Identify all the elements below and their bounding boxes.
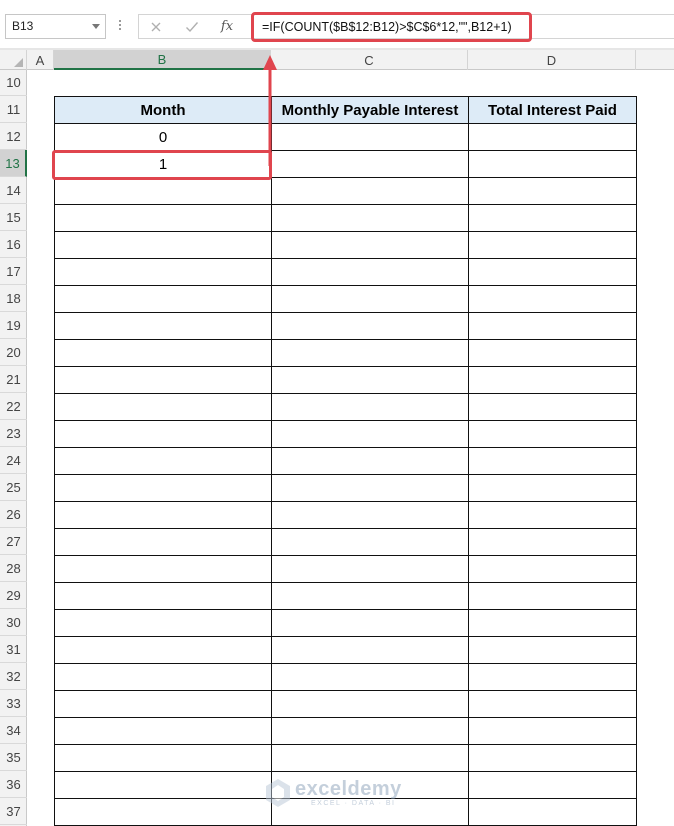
cell-monthly-payable-interest[interactable] [272,151,469,178]
table-row [55,313,637,340]
cell-month[interactable] [55,367,272,394]
row-header-24[interactable]: 24 [0,447,27,474]
row-header-27[interactable]: 27 [0,528,27,555]
cell-monthly-payable-interest[interactable] [272,286,469,313]
select-all-button[interactable] [0,50,27,70]
table-row [55,124,637,151]
header-total-interest-paid[interactable]: Total Interest Paid [469,97,637,124]
cell-monthly-payable-interest[interactable] [272,259,469,286]
cell-total-interest-paid[interactable] [469,124,637,151]
cell-month[interactable] [55,772,272,799]
table-row [55,421,637,448]
row-header-34[interactable]: 34 [0,717,27,744]
row-header-15[interactable]: 15 [0,204,27,231]
cell-month[interactable] [55,556,272,583]
name-box-value: B13 [12,19,34,33]
row-header-22[interactable]: 22 [0,393,27,420]
cell-month[interactable] [55,745,272,772]
close-icon [150,21,162,33]
cell-monthly-payable-interest[interactable] [272,610,469,637]
header-month[interactable]: Month [55,97,272,124]
table-row [55,394,637,421]
cell-monthly-payable-interest[interactable] [272,556,469,583]
cell-total-interest-paid[interactable] [469,556,637,583]
insert-function-button[interactable] [214,14,240,39]
cell-total-interest-paid[interactable] [469,448,637,475]
cell-month[interactable] [55,475,272,502]
row-header-13[interactable]: 13 [0,150,27,177]
enter-button[interactable] [179,14,205,39]
row-header-26[interactable]: 26 [0,501,27,528]
formula-highlight-box [251,12,532,42]
cell-total-interest-paid[interactable] [469,664,637,691]
row-header-35[interactable]: 35 [0,744,27,771]
formula-bar [0,0,674,50]
column-header-d[interactable]: D [468,50,636,70]
row-header-19[interactable]: 19 [0,312,27,339]
row-header-28[interactable]: 28 [0,555,27,582]
cell-monthly-payable-interest[interactable] [272,178,469,205]
cell-month[interactable] [55,340,272,367]
table-row [55,475,637,502]
cell-monthly-payable-interest[interactable] [272,502,469,529]
cell-monthly-payable-interest[interactable] [272,664,469,691]
cell-total-interest-paid[interactable] [469,610,637,637]
header-monthly-payable-interest[interactable]: Monthly Payable Interest [272,97,469,124]
cell-total-interest-paid[interactable] [469,502,637,529]
cell-month[interactable] [55,637,272,664]
row-header-25[interactable]: 25 [0,474,27,501]
cell-month[interactable] [55,610,272,637]
cell-total-interest-paid[interactable] [469,151,637,178]
table-row [55,691,637,718]
cell-month[interactable]: 1 [55,151,272,178]
row-header-10[interactable]: 10 [0,70,27,96]
table-row [55,637,637,664]
row-header-20[interactable]: 20 [0,339,27,366]
row-header-14[interactable]: 14 [0,177,27,204]
table-row [55,367,637,394]
cell-total-interest-paid[interactable] [469,367,637,394]
name-box[interactable] [5,14,106,39]
column-header-a[interactable]: A [27,50,54,70]
cell-total-interest-paid[interactable] [469,259,637,286]
cell-monthly-payable-interest[interactable] [272,340,469,367]
row-header-12[interactable]: 12 [0,123,27,150]
table-row [55,259,637,286]
cell-month[interactable] [55,529,272,556]
table-row [55,340,637,367]
cell-month[interactable] [55,178,272,205]
cell-monthly-payable-interest[interactable] [272,637,469,664]
table-row [55,529,637,556]
cell-monthly-payable-interest[interactable] [272,367,469,394]
cell-total-interest-paid[interactable] [469,340,637,367]
cell-total-interest-paid[interactable] [469,529,637,556]
exceldemy-logo-icon [265,778,291,808]
table-row [55,232,637,259]
cell-month[interactable] [55,799,272,826]
cell-total-interest-paid[interactable] [469,394,637,421]
table-row [55,151,637,178]
cell-monthly-payable-interest[interactable] [272,583,469,610]
table-row [55,448,637,475]
cell-total-interest-paid[interactable] [469,745,637,772]
cell-total-interest-paid[interactable] [469,799,637,826]
cell-monthly-payable-interest[interactable] [272,745,469,772]
table-row [55,205,637,232]
row-header-23[interactable]: 23 [0,420,27,447]
cell-month[interactable] [55,232,272,259]
cell-total-interest-paid[interactable] [469,421,637,448]
chevron-down-icon[interactable] [92,24,100,29]
table-row [55,556,637,583]
row-header-11[interactable]: 11 [0,96,27,123]
row-header-32[interactable]: 32 [0,663,27,690]
row-header-18[interactable]: 18 [0,285,27,312]
table-row [55,610,637,637]
check-icon [185,21,199,33]
cell-month[interactable] [55,421,272,448]
cell-total-interest-paid[interactable] [469,313,637,340]
column-header-c[interactable]: C [271,50,468,70]
exceldemy-logo [265,776,415,810]
row-header-30[interactable]: 30 [0,609,27,636]
cell-total-interest-paid[interactable] [469,691,637,718]
cell-total-interest-paid[interactable] [469,772,637,799]
table-row [55,583,637,610]
cell-month[interactable] [55,718,272,745]
cell-total-interest-paid[interactable] [469,637,637,664]
cell-total-interest-paid[interactable] [469,232,637,259]
cell-month[interactable] [55,205,272,232]
row-header-33[interactable]: 33 [0,690,27,717]
worksheet-grid[interactable] [27,70,674,826]
cell-month[interactable]: 0 [55,124,272,151]
table-row [55,664,637,691]
table-row [55,718,637,745]
row-header-31[interactable]: 31 [0,636,27,663]
column-header [0,50,674,70]
table-row [55,286,637,313]
row-header-29[interactable]: 29 [0,582,27,609]
data-table [54,96,637,826]
cell-monthly-payable-interest[interactable] [272,124,469,151]
cell-month[interactable] [55,394,272,421]
cell-total-interest-paid[interactable] [469,286,637,313]
function-icon: fx [220,19,234,34]
table-row [55,178,637,205]
cell-month[interactable] [55,664,272,691]
row-header-16[interactable]: 16 [0,231,27,258]
row-header-21[interactable]: 21 [0,366,27,393]
cell-monthly-payable-interest[interactable] [272,475,469,502]
row-header [0,70,27,826]
row-header-17[interactable]: 17 [0,258,27,285]
column-header-b[interactable]: B [54,50,271,70]
row-header-37[interactable]: 37 [0,798,27,825]
watermark-name: exceldemy [295,778,402,800]
table-header-row [55,97,637,124]
row-header-36[interactable]: 36 [0,771,27,798]
cell-month[interactable] [55,583,272,610]
column-header-e[interactable] [636,50,674,70]
table-row [55,502,637,529]
cell-month[interactable] [55,259,272,286]
cell-total-interest-paid[interactable] [469,583,637,610]
cell-month[interactable] [55,313,272,340]
cell-monthly-payable-interest[interactable] [272,691,469,718]
cell-month[interactable] [55,448,272,475]
select-all-icon [14,58,23,67]
cancel-button[interactable] [143,14,169,39]
cell-monthly-payable-interest[interactable] [272,205,469,232]
table-row [55,745,637,772]
cell-monthly-payable-interest[interactable] [272,448,469,475]
cell-month[interactable] [55,502,272,529]
cell-monthly-payable-interest[interactable] [272,421,469,448]
cell-total-interest-paid[interactable] [469,178,637,205]
watermark-tagline: EXCEL · DATA · BI [311,800,396,807]
cell-monthly-payable-interest[interactable] [272,529,469,556]
cell-month[interactable] [55,691,272,718]
cell-total-interest-paid[interactable] [469,475,637,502]
cell-total-interest-paid[interactable] [469,718,637,745]
cell-monthly-payable-interest[interactable] [272,718,469,745]
drag-handle-icon[interactable] [119,18,122,34]
cell-monthly-payable-interest[interactable] [272,394,469,421]
cell-month[interactable] [55,286,272,313]
cell-monthly-payable-interest[interactable] [272,313,469,340]
cell-total-interest-paid[interactable] [469,205,637,232]
formula-text: =IF(COUNT($B$12:B12)>$C$6*12,"",B12+1) [262,20,512,34]
cell-monthly-payable-interest[interactable] [272,232,469,259]
